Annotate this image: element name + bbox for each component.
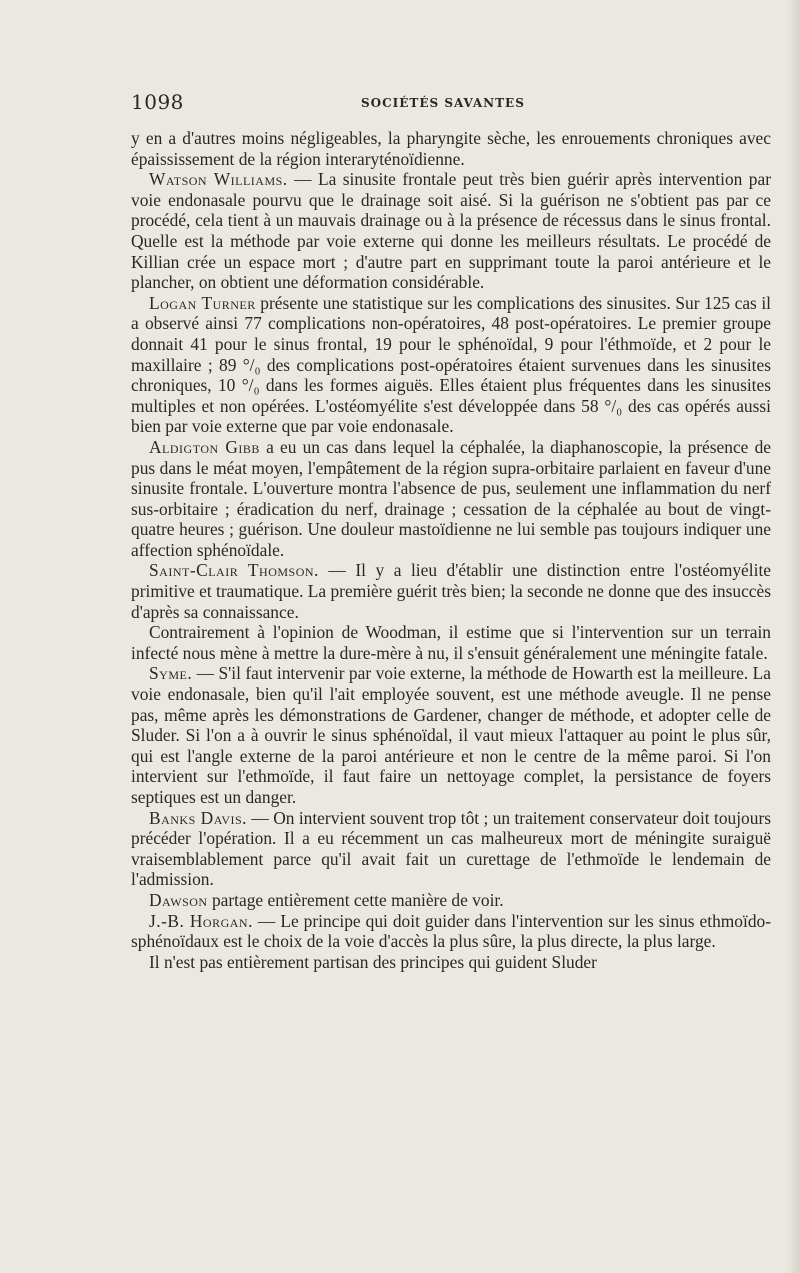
paragraph-text: — Il y a lieu d'établir une distinction entre l'ostéomyélite primitive et traumatique. La première guérit très bien; la seconde ne donne que des insuccès d'après sa connaissance. — [131, 560, 771, 622]
speaker-name: Saint-Clair Thomson. — [149, 560, 319, 581]
paragraph-text: a eu un cas dans lequel la céphalée, la diaphanoscopie, la présence de pus dans le méat moyen, l'empâtement de la région supra-orbitaire parlaient en faveur d'une sinusite frontale. L'ouverture montra l'absence de pus, seulement une inflammation du nerf sus-orbitaire ; éradication du nerf, drainage ; cessation de la céphalée au bout de vingt-quatre heures ; guérison. Une douleur mastoïdienne ne lui semble pas toujours indiquer une affection sphénoïdale. — [131, 436, 771, 560]
paragraph-text: — La sinusite frontale peut très bien guérir après intervention par voie endonasale pourvu que le drainage soit aisé. Si la guérison ne s'obtient pas par ce procédé, cela tient à un mauvais drainage ou à la présence de récessus dans le sinus frontal. Quelle est la méthode par voie externe qui donne les meilleurs résultats. Le procédé de Killian crée un espace mort ; d'autre part en supprimant toute la paroi antérieure et le plancher, on obtient une déformation considérable. — [131, 169, 772, 293]
paragraph-text: Contrairement à l'opinion de Woodman, il estime que si l'intervention sur un terrain infecté nous mène à mettre la dure-mère à nu, il s'ensuit généralement une méningite fatale. — [131, 622, 771, 663]
speaker-name: Dawson — [149, 889, 208, 910]
paragraph — [131, 622, 771, 663]
paragraph — [131, 560, 771, 622]
paragraph — [131, 128, 771, 169]
paragraph — [131, 169, 771, 293]
paragraph — [131, 293, 771, 437]
paragraph — [131, 911, 771, 952]
paragraph-text: partage entièrement cette manière de voir. — [207, 889, 504, 910]
speaker-name: J.-B. Horgan. — [149, 910, 253, 931]
body-text — [131, 128, 771, 972]
paragraph-text: — Le principe qui doit guider dans l'intervention sur les sinus ethmoïdo-sphénoïdaux est le choix de la voie d'accès la plus sûre, la plus directe, la plus large. — [131, 910, 771, 952]
paragraph-text: Il n'est pas entièrement partisan des principes qui guident Sluder — [149, 951, 597, 972]
paragraph-text: présente une statistique sur les complications des sinusites. Sur 125 cas il a observé ainsi 77 complications non-opératoires, 48 post-opératoires. Le premier groupe donnait 41 pour le sinus frontal, 19 pour le sphénoïdal, 9 pour l'éthmoïde, et 2 pour le maxillaire ; 89 °/₀ des complications post-opératoires étaient survenues dans les sinusites chroniques, 10 °/₀ dans les formes aiguës. Elles étaient plus fréquentes dans les sinusites multiples et non opérées. L'ostéomyélite s'est développée dans 58 °/₀ des cas opérés aussi bien par voie externe que par voie endonasale. — [131, 292, 771, 437]
speaker-name: Syme. — [149, 663, 193, 684]
running-title: SOCIÉTÉS SAVANTES — [361, 96, 525, 110]
page-edge-shadow — [786, 0, 800, 1273]
paragraph — [131, 808, 771, 890]
paragraph — [131, 663, 771, 807]
paragraph — [131, 437, 771, 561]
paragraph-text: y en a d'autres moins négligeables, la pharyngite sèche, les enrouements chroniques avec épaississement de la région interaryténoïdienne. — [131, 128, 771, 169]
speaker-name: Watson Williams. — [149, 169, 288, 190]
paragraph — [131, 952, 771, 973]
paragraph-text: — On intervient souvent trop tôt ; un traitement conservateur doit toujours précéder l'opération. Il a eu récemment un cas malheureux mort de méningite suraiguë vraisemblablement parce qu'il avait fait un curettage de l'ethmoïde le lendemain de l'admission. — [131, 807, 772, 890]
page-number: 1098 — [131, 90, 184, 114]
speaker-name: Aldigton Gibb — [149, 436, 260, 457]
paragraph — [131, 890, 771, 911]
speaker-name: Logan Turner — [149, 292, 256, 313]
running-header — [131, 90, 771, 120]
speaker-name: Banks Davis. — [149, 807, 248, 828]
paragraph-text: — S'il faut intervenir par voie externe, la méthode de Howarth est la meilleure. La voie endonasale, bien qu'il l'ait employée souvent, est une méthode aveugle. Il ne pense pas, même après les démonstrations de Gardener, changer de méthode, et adopter celle de Sluder. Si l'on a à ouvrir le sinus sphénoïdal, il vaut mieux l'attaquer au point le plus sûr, qui est l'angle externe de la paroi antérieure et non le centre de la même paroi. Si l'on intervient sur l'ethmoïde, il faut faire un nettoyage complet, la persistance de foyers septiques est un danger. — [131, 663, 771, 807]
